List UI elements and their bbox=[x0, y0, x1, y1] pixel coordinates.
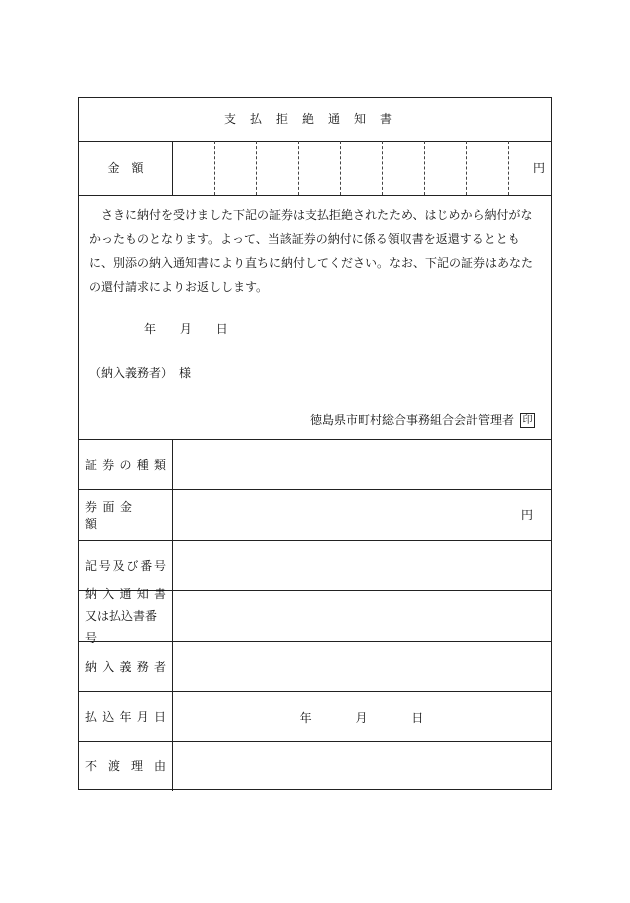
row-label-line1: 納入通知書 bbox=[85, 586, 166, 601]
row-label-text: 払込年月日 bbox=[85, 709, 166, 724]
refusal-notice-form bbox=[78, 97, 552, 790]
row-label-text: 券面金額 bbox=[85, 499, 132, 531]
digit-divider bbox=[508, 141, 509, 195]
row-label-line2: 又は払込書番号 bbox=[85, 608, 158, 645]
digit-divider bbox=[298, 141, 299, 195]
payer-addressee: （納入義務者） 様 bbox=[89, 366, 192, 380]
amount-label: 金 額 bbox=[107, 161, 144, 175]
divider bbox=[172, 141, 173, 195]
digit-divider bbox=[340, 141, 341, 195]
row-label-text: 記号及び番号 bbox=[85, 558, 166, 573]
payment-date bbox=[172, 709, 551, 726]
payment-date-year: 年 bbox=[299, 711, 312, 725]
row-payer-label bbox=[79, 641, 172, 691]
seal-mark: 印 bbox=[520, 413, 535, 428]
row-label-text bbox=[85, 583, 166, 649]
form-title-text: 支払拒絶通知書 bbox=[223, 112, 406, 126]
row-notice-number-label bbox=[79, 586, 172, 645]
row-label-text: 納入義務者 bbox=[85, 659, 166, 674]
digit-divider bbox=[214, 141, 215, 195]
notice-date bbox=[144, 320, 248, 337]
row-label-text: 証券の種類 bbox=[85, 457, 166, 472]
digit-divider bbox=[256, 141, 257, 195]
payment-date-day: 日 bbox=[411, 711, 424, 725]
row-face-amount-label bbox=[79, 489, 172, 540]
date-year: 年 bbox=[144, 322, 157, 336]
issuer-line bbox=[310, 411, 535, 428]
face-amount-unit: 円 bbox=[520, 508, 533, 522]
row-payment-date-label bbox=[79, 691, 172, 741]
notice-body: さきに納付を受けました下記の証券は支払拒絶されたため、はじめから納付がなかったものとなります。よって、当該証券の納付に係る領収書を返還するとともに、別添の納入通知書により直ちに納付してください。なお、下記の証券はあなたの還付請求によりお返しします。 bbox=[89, 208, 534, 294]
form-title bbox=[79, 98, 551, 141]
date-day: 日 bbox=[215, 322, 228, 336]
row-dishonor-reason-label bbox=[79, 741, 172, 790]
divider bbox=[172, 439, 173, 791]
payment-date-month: 月 bbox=[355, 711, 368, 725]
amount-unit: 円 bbox=[532, 161, 545, 175]
row-label-text: 不渡理由 bbox=[85, 759, 166, 773]
issuer-name: 徳島県市町村総合事務組合会計管理者 bbox=[309, 413, 514, 427]
row-security-type-label bbox=[79, 439, 172, 489]
digit-divider bbox=[466, 141, 467, 195]
date-month: 月 bbox=[179, 322, 192, 336]
digit-divider bbox=[424, 141, 425, 195]
divider bbox=[79, 195, 551, 196]
digit-divider bbox=[382, 141, 383, 195]
